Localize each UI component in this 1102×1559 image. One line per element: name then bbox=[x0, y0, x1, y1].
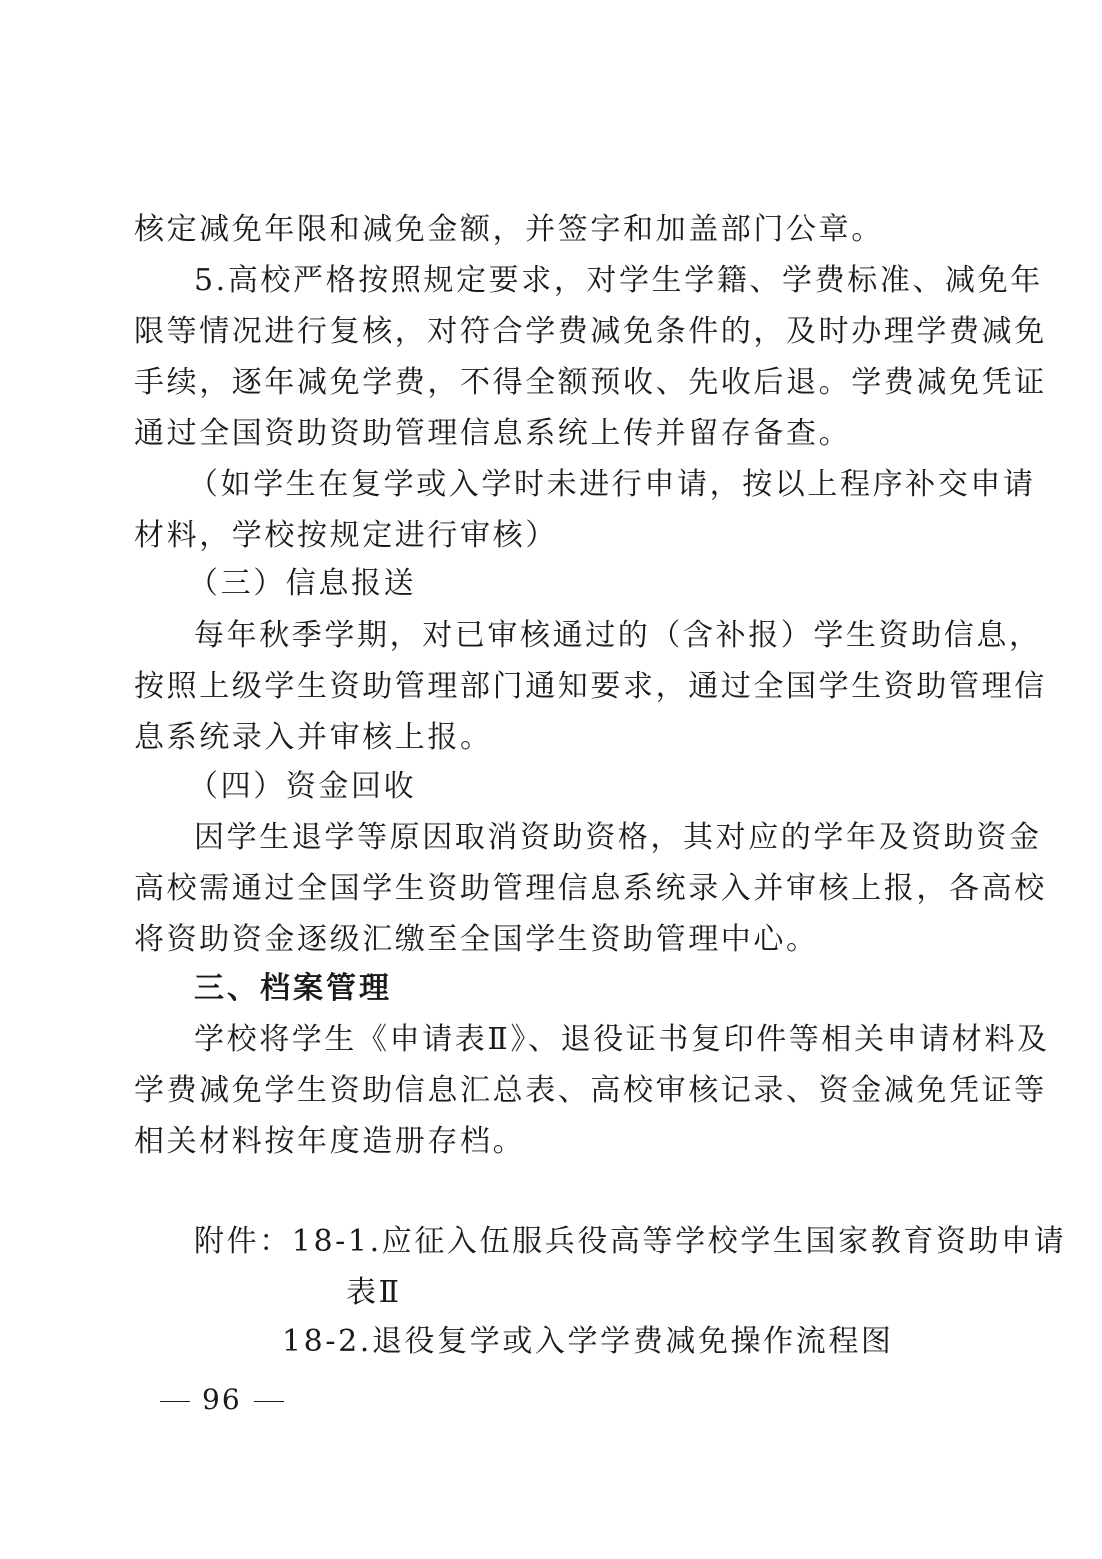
body-text-line: 材料，学校按规定进行审核） bbox=[134, 518, 558, 553]
body-text-line: 5.高校严格按照规定要求，对学生学籍、学费标准、减免年 bbox=[194, 263, 1043, 298]
section-heading: 三、档案管理 bbox=[194, 971, 392, 1006]
section-subheading: （三）信息报送 bbox=[188, 566, 417, 601]
section-subheading: （四）资金回收 bbox=[188, 769, 417, 804]
attachment-item: 附件：18-1.应征入伍服兵役高等学校学生国家教育资助申请 bbox=[194, 1224, 1067, 1259]
attachment-item: 18-2.退役复学或入学学费减免操作流程图 bbox=[282, 1324, 894, 1359]
body-text-line: 手续，逐年减免学费，不得全额预收、先收后退。学费减免凭证 bbox=[134, 365, 1047, 400]
attachment-item-continuation: 表Ⅱ bbox=[346, 1275, 402, 1310]
body-text-line: 学校将学生《申请表Ⅱ》、退役证书复印件等相关申请材料及 bbox=[194, 1022, 1050, 1057]
body-text-line: 息系统录入并审核上报。 bbox=[134, 720, 493, 755]
body-text-line: 高校需通过全国学生资助管理信息系统录入并审核上报，各高校 bbox=[134, 871, 1047, 906]
page-number-value: 96 bbox=[202, 1383, 242, 1416]
body-text-line: 因学生退学等原因取消资助资格，其对应的学年及资助资金 bbox=[194, 820, 1042, 855]
body-text-line: 按照上级学生资助管理部门通知要求，通过全国学生资助管理信 bbox=[134, 669, 1047, 704]
body-text-line: 每年秋季学期，对已审核通过的（含补报）学生资助信息， bbox=[194, 618, 1042, 653]
body-text-line: （如学生在复学或入学时未进行申请，按以上程序补交申请 bbox=[188, 467, 1036, 502]
body-text-line: 通过全国资助资助管理信息系统上传并留存备查。 bbox=[134, 416, 852, 451]
body-text-line: 限等情况进行复核，对符合学费减免条件的，及时办理学费减免 bbox=[134, 314, 1047, 349]
dash-left bbox=[160, 1401, 190, 1402]
dash-right bbox=[254, 1401, 284, 1402]
body-text-line: 将资助资金逐级汇缴至全国学生资助管理中心。 bbox=[134, 922, 819, 957]
body-text-line: 学费减免学生资助信息汇总表、高校审核记录、资金减免凭证等 bbox=[134, 1073, 1047, 1108]
body-text-line: 相关材料按年度造册存档。 bbox=[134, 1124, 526, 1159]
page-number bbox=[160, 1380, 284, 1420]
body-text-line: 核定减免年限和减免金额，并签字和加盖部门公章。 bbox=[134, 212, 884, 247]
